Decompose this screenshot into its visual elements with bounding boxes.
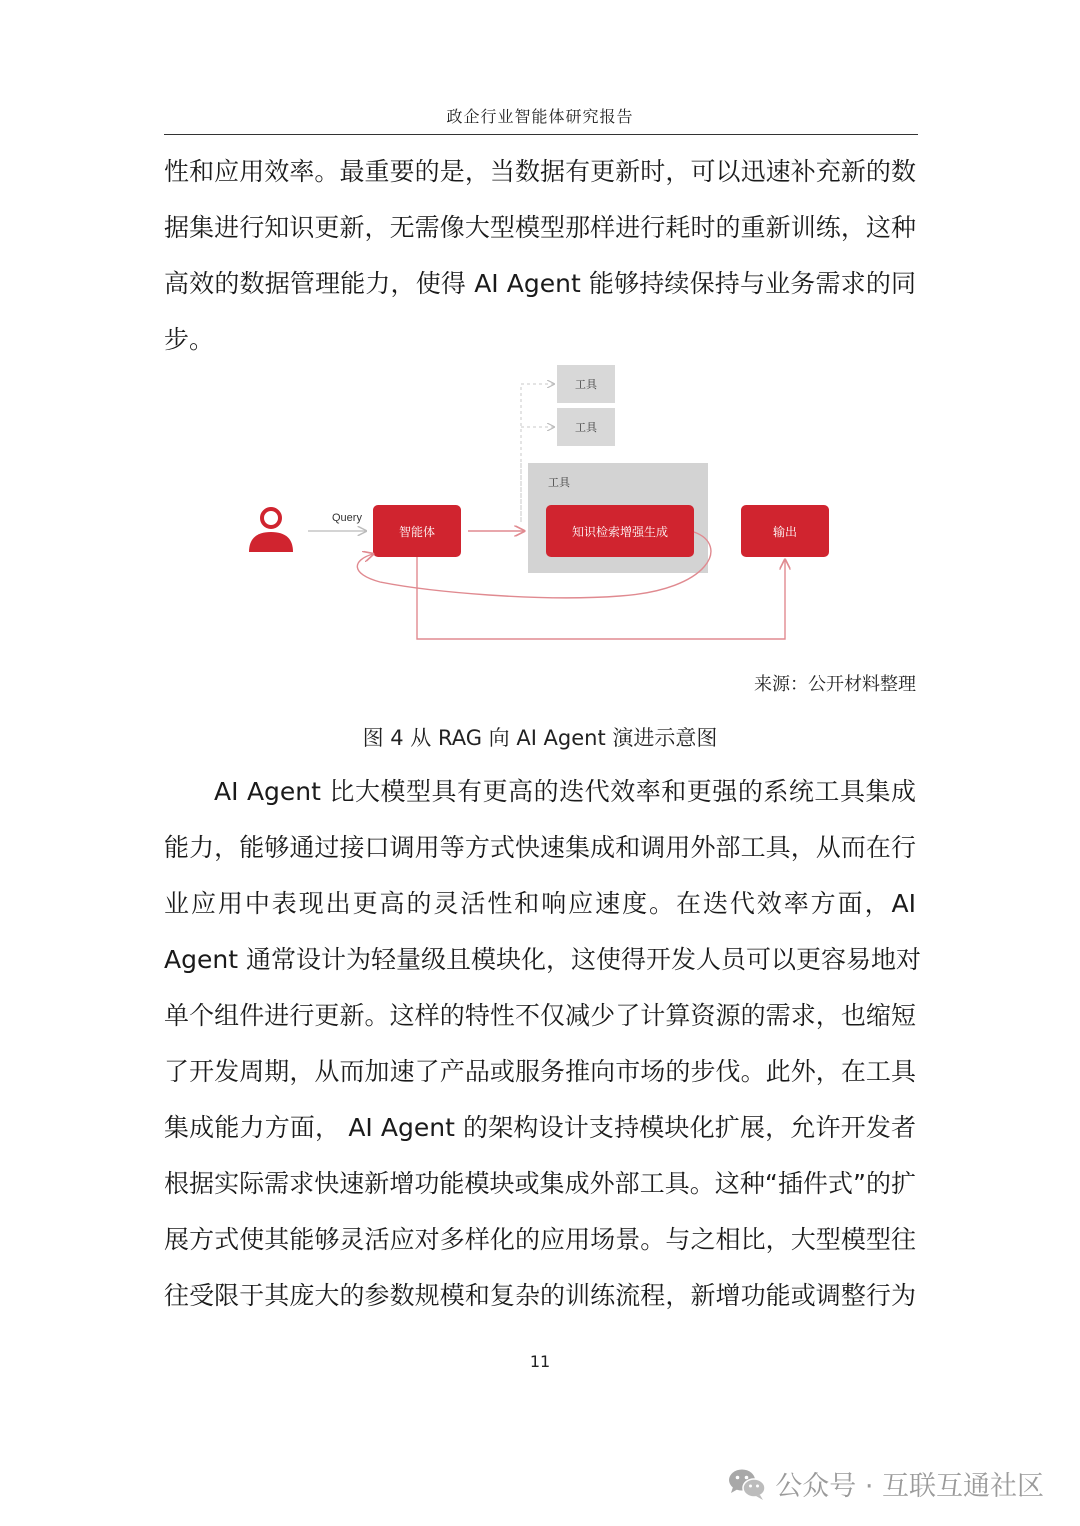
watermark-text: 公众号 · 互联互通社区 (775, 1471, 1044, 1502)
paragraph-line: 据集进行知识更新，无需像大型模型那样进行耗时的重新训练，这种 (164, 213, 916, 242)
paragraph-line: AI Agent 比大模型具有更高的迭代效率和更强的系统工具集成 (214, 777, 916, 806)
rag-to-agent-diagram (240, 360, 840, 650)
paragraph-line: 展方式使其能够灵活应对多样化的应用场景。与之相比，大型模型往 (164, 1225, 916, 1254)
paragraph-line: 步。 (164, 325, 215, 354)
rag-label: 知识检索增强生成 (571, 525, 669, 539)
paragraph-line: 业应用中表现出更高的灵活性和响应速度。在迭代效率方面，AI (164, 889, 916, 918)
paragraph-line: 根据实际需求快速新增功能模块或集成外部工具。这种“插件式”的扩 (164, 1169, 916, 1198)
figure-source: 来源：公开材料整理 (754, 674, 916, 695)
agent-label: 智能体 (398, 525, 436, 539)
figure-caption: 图 4 从 RAG 向 AI Agent 演进示意图 (362, 726, 718, 750)
paragraph-line: 往受限于其庞大的参数规模和复杂的训练流程，新增功能或调整行为 (164, 1281, 916, 1310)
paragraph-line: 单个组件进行更新。这样的特性不仅减少了计算资源的需求，也缩短 (164, 1001, 916, 1030)
paragraph-line: 了开发周期，从而加速了产品或服务推向市场的步伐。此外，在工具 (164, 1057, 916, 1086)
query-label: Query (332, 512, 362, 524)
paragraph-1 (164, 144, 916, 368)
header-title: 政企行业智能体研究报告 (446, 107, 634, 126)
watermark (727, 1464, 1044, 1503)
wechat-icon (727, 1467, 767, 1501)
tool-label-2: 工具 (575, 421, 597, 434)
tool-group-label: 工具 (548, 476, 570, 489)
user-icon (249, 509, 293, 552)
page-number: 11 (529, 1352, 551, 1371)
paragraph-line: 能力，能够通过接口调用等方式快速集成和调用外部工具，从而在行 (164, 833, 916, 862)
paragraph-line: Agent 通常设计为轻量级且模块化，这使得开发人员可以更容易地对 (164, 945, 921, 974)
tool-label-1: 工具 (575, 378, 597, 391)
output-label: 输出 (772, 525, 798, 539)
paragraph-line: 性和应用效率。最重要的是，当数据有更新时，可以迅速补充新的数 (164, 157, 916, 186)
paragraph-line: 高效的数据管理能力，使得 AI Agent 能够持续保持与业务需求的同 (164, 269, 916, 298)
paragraph-line: 集成能力方面， AI Agent 的架构设计支持模块化扩展，允许开发者 (164, 1113, 916, 1142)
header-divider (164, 134, 918, 135)
paragraph-2 (164, 764, 921, 1324)
